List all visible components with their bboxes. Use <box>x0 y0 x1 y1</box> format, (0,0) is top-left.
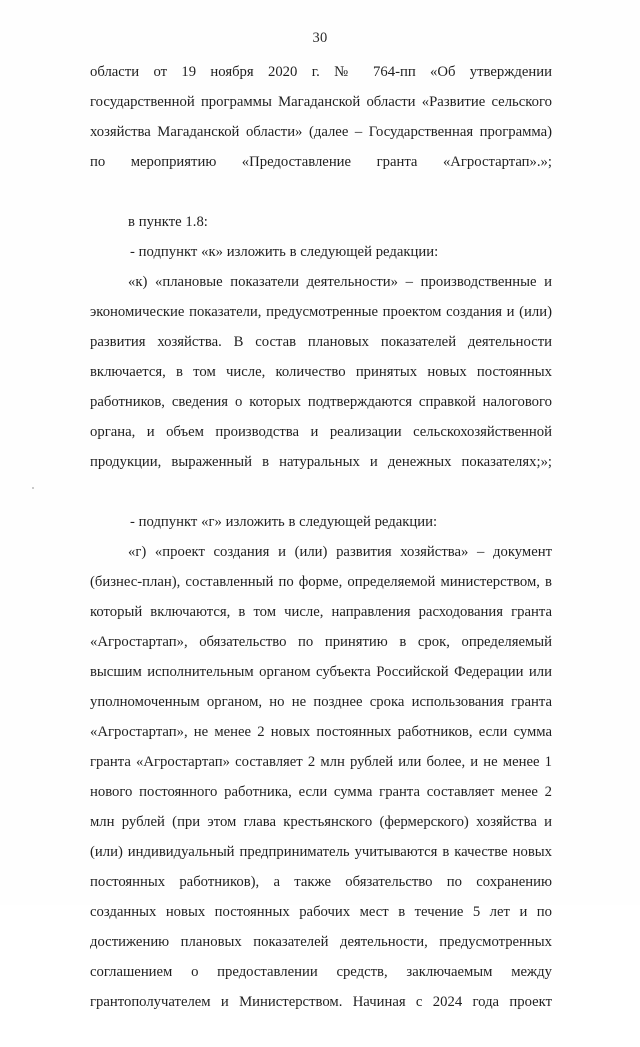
margin-speck <box>32 487 34 489</box>
paragraph-continuation: области от 19 ноября 2020 г. № 764-пп «Об утверждении государственной программы Магаданской области «Развитие сельского хозяйства Магаданской области» (далее – Государственная программа) по мероприятию «Предоставление гранта «Агростартап».»; <box>90 64 552 170</box>
paragraph-subclause-k-body: «к) «плановые показатели деятельности» – производственные и экономические показатели, предусмотренные проектом создания и (или) развития хозяйства. В состав плановых показателей деятельности включается, в том числе, количество принятых новых постоянных работников, сведения о которых подтверждаются справкой налогового органа, и объем производства и реализации сельскохозяйственной продукции, выраженный в натуральных и денежных показателях;»; <box>90 274 552 470</box>
paragraph-subclause-g-intro: - подпункт «г» изложить в следующей редакции: <box>130 514 438 530</box>
paragraph-clause-reference: в пункте 1.8: <box>128 214 208 230</box>
page-number: 30 <box>312 30 328 46</box>
document-body <box>90 57 552 1047</box>
paragraph-subclause-g-body: «г) «проект создания и (или) развития хозяйства» – документ (бизнес-план), составленный по форме, определяемой министерством, в который включаются, в том числе, направления расходования гранта «Агростартап», обязательство по принятию в срок, определяемый высшим исполнительным органом субъекта Российской Федерации или уполномоченным органом, но не позднее срока использования гранта «Агростартап», не менее 2 новых постоянных работников, если сумма гранта «Агростартап» составляет 2 млн рублей или более, и не менее 1 нового постоянного работника, если сумма гранта составляет менее 2 млн рублей (при этом глава крестьянского (фермерского) хозяйства и (или) индивидуальный предприниматель учитываются в качестве новых постоянных работников), а также обязательство по сохранению созданных новых постоянных рабочих мест в течение 5 лет и по достижению плановых показателей деятельности, предусмотренных соглашением о предоставлении средств, заключаемым между грантополучателем и Министерством. Начиная с 2024 года проект <box>90 544 552 1010</box>
paragraph-subclause-k-intro: - подпункт «к» изложить в следующей редакции: <box>130 244 439 260</box>
